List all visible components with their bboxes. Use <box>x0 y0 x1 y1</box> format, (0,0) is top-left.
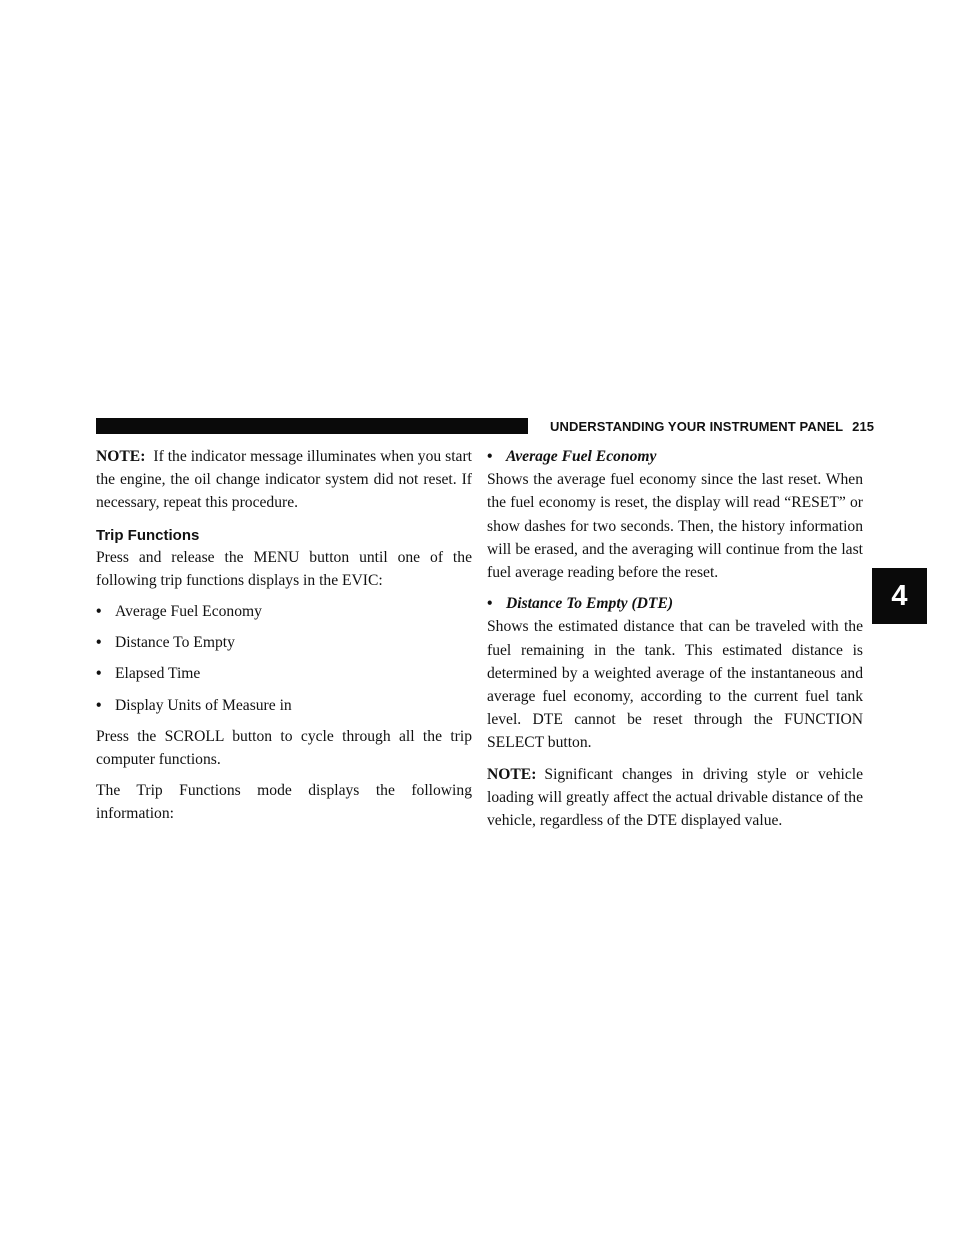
item-title: Distance To Empty (DTE) <box>506 595 674 613</box>
item-heading <box>487 445 863 468</box>
page-number: 215 <box>852 419 875 434</box>
scroll-paragraph: Press the SCROLL button to cycle through all the trip computer functions. <box>96 727 472 769</box>
intro-paragraph: Press and release the MENU button until one of the following trip functions displays in the EVIC: <box>96 548 472 589</box>
note-label: NOTE: <box>96 448 146 465</box>
bullet-glyph: • <box>96 603 102 621</box>
item-description: Shows the average fuel economy since the last reset. When the fuel economy is reset, the display will read “RESET” or show dashes for two seconds. Then, the history information will be erased, and the averaging will continue from the last fuel average reading before the reset. <box>487 471 863 582</box>
bullet-item <box>96 600 472 623</box>
bullet-text: Display Units of Measure in <box>115 696 292 714</box>
bullet-glyph: • <box>96 665 102 683</box>
bullet-item <box>96 694 472 717</box>
bullet-glyph: • <box>96 696 102 714</box>
header-title: UNDERSTANDING YOUR INSTRUMENT PANEL <box>550 419 844 434</box>
bullet-item <box>96 631 472 654</box>
chapter-tab: 4 <box>872 568 927 624</box>
item-description: Shows the estimated distance that can be traveled with the fuel remaining in the tank. This estimated distance is determined by a weighted average of the instantaneous and average fuel economy, according to the current fuel tank level. DTE cannot be reset through the FUNCTION SELECT button. <box>487 618 863 752</box>
mode-paragraph: The Trip Functions mode displays the following information: <box>96 782 472 823</box>
note-paragraph <box>487 763 863 833</box>
right-column <box>487 445 863 832</box>
note-text: Significant changes in driving style or vehicle loading will greatly affect the actual drivable distance of the vehicle, regardless of the DTE displayed value. <box>487 765 863 830</box>
note-text: If the indicator message illuminates when you start the engine, the oil change indicator system did not reset. If necessary, repeat this procedure. <box>96 448 472 512</box>
bullet-glyph: • <box>487 448 493 465</box>
section-heading: Trip Functions <box>96 526 200 544</box>
bullet-item <box>96 662 472 685</box>
bullet-glyph: • <box>96 634 102 652</box>
header-rule <box>96 418 528 434</box>
item-heading <box>487 592 863 615</box>
bullet-text: Average Fuel Economy <box>115 603 262 621</box>
bullet-glyph: • <box>487 595 493 613</box>
bullet-text: Distance To Empty <box>115 634 235 652</box>
left-column <box>96 445 472 826</box>
item-title: Average Fuel Economy <box>506 448 657 465</box>
running-header <box>550 417 875 437</box>
bullet-text: Elapsed Time <box>115 665 201 683</box>
note-label: NOTE: <box>487 765 537 783</box>
note-paragraph <box>96 445 472 515</box>
